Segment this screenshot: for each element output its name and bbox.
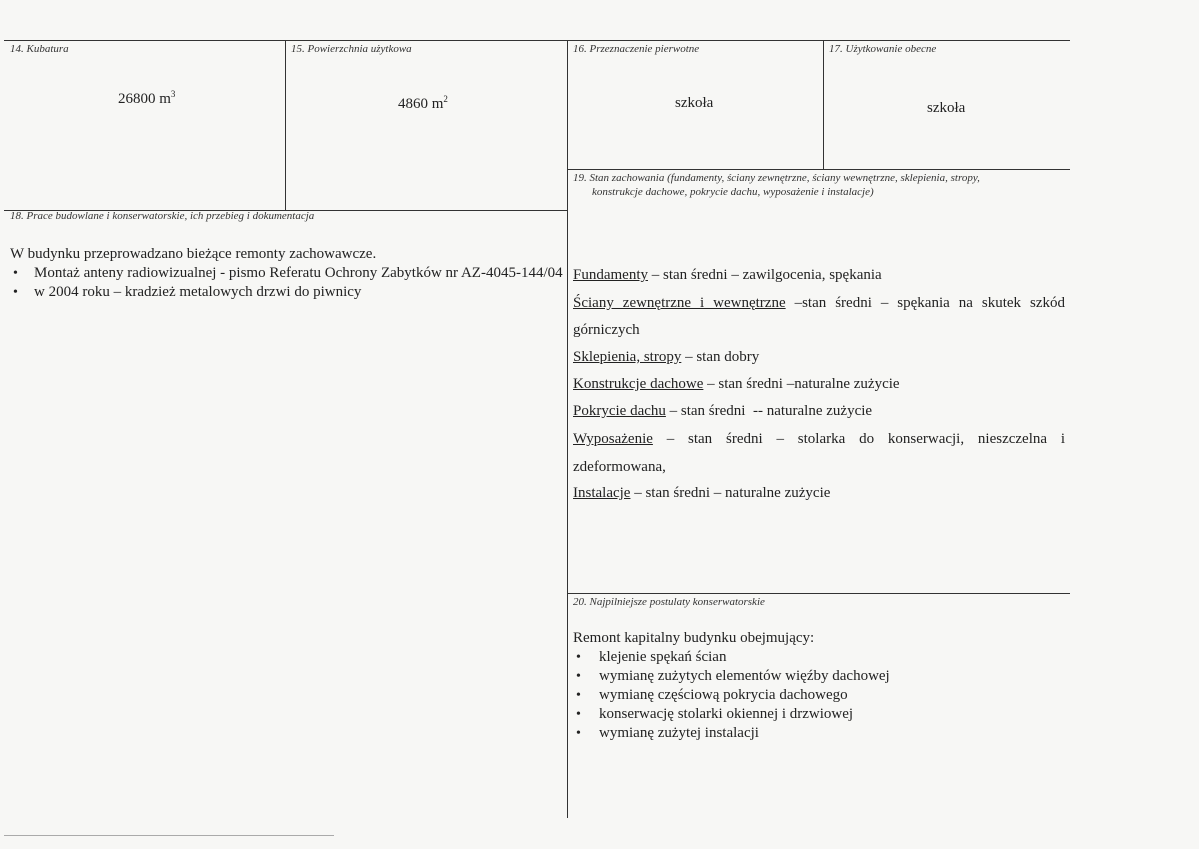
stan-row-description: – stan średni – stolarka do konserwacji, nieszczelna i	[652, 431, 1065, 447]
divider-col-16-17	[823, 40, 824, 169]
prace-label: 18. Prace budowlane i konserwatorskie, ich przebieg i dokumentacja	[10, 210, 315, 222]
powierzchnia-unit-exponent: 2	[443, 94, 448, 104]
kubatura-number: 26800 m	[118, 91, 171, 107]
prace-item: • Montaż anteny radiowizualnej - pismo Referatu Ochrony Zabytków nr AZ-4045-144/04	[10, 264, 564, 283]
kubatura-value	[118, 91, 175, 108]
prace-body	[10, 245, 564, 302]
prace-item: • w 2004 roku – kradzież metalowych drzwi do piwnicy	[10, 283, 564, 302]
uzytkowanie-label: 17. Użytkowanie obecne	[829, 43, 937, 55]
kubatura-unit-exponent: 3	[170, 89, 176, 99]
stan-row-description: – stan średni – naturalne zużycie	[630, 485, 831, 501]
stan-row-element: Ściany zewnętrzne i wewnętrzne	[573, 295, 786, 311]
stan-row	[573, 375, 1065, 393]
stan-row-description: –stan średni – spękania na skutek szkód	[785, 295, 1065, 311]
kubatura-label: 14. Kubatura	[10, 43, 69, 55]
prace-intro: W budynku przeprowadzano bieżące remonty zachowawcze.	[10, 246, 377, 262]
stan-row-element: Konstrukcje dachowe	[573, 376, 704, 392]
stan-label-line2: konstrukcje dachowe, pokrycie dachu, wyposażenie i instalacje)	[592, 186, 874, 198]
postulaty-item: • wymianę częściową pokrycia dachowego	[573, 686, 1063, 705]
postulaty-item: • klejenie spękań ścian	[573, 648, 1063, 667]
stan-row-element: Sklepienia, stropy	[573, 349, 682, 365]
postulaty-item: • konserwację stolarki okiennej i drzwiowej	[573, 705, 1063, 724]
uzytkowanie-value: szkoła	[927, 100, 966, 116]
stan-row	[573, 294, 1065, 312]
divider-main	[567, 40, 568, 818]
stan-row-description: – stan średni -- naturalne zużycie	[665, 403, 873, 419]
przeznaczenie-value: szkoła	[675, 95, 714, 111]
postulaty-item: • wymianę zużytych elementów więźby dachowej	[573, 667, 1063, 686]
prace-list	[10, 264, 564, 302]
stan-row	[573, 484, 1065, 502]
stan-row-description: – stan dobry	[681, 349, 760, 365]
divider-col-14-15	[285, 40, 286, 211]
stan-row-description: górniczych	[573, 322, 640, 338]
powierzchnia-value	[398, 96, 448, 113]
stan-row	[573, 430, 1065, 448]
stan-row-element: Instalacje	[573, 485, 631, 501]
stan-row-description: zdeformowana,	[573, 459, 666, 475]
postulaty-label: 20. Najpilniejsze postulaty konserwatorskie	[573, 596, 765, 608]
postulaty-body	[573, 629, 1063, 743]
stan-row	[573, 402, 1065, 420]
postulaty-intro: Remont kapitalny budynku obejmujący:	[573, 630, 815, 646]
stan-row	[573, 266, 1065, 284]
stan-row-element: Pokrycie dachu	[573, 403, 666, 419]
bottom-rule	[4, 835, 334, 836]
rule-above-19	[567, 169, 1070, 170]
stan-row-element: Wyposażenie	[573, 431, 653, 447]
stan-label-line1: 19. Stan zachowania (fundamenty, ściany zewnętrzne, ściany wewnętrzne, sklepienia, stropy,	[573, 172, 980, 184]
powierzchnia-number: 4860 m	[398, 96, 444, 112]
przeznaczenie-label: 16. Przeznaczenie pierwotne	[573, 43, 700, 55]
stan-row	[573, 348, 1065, 366]
postulaty-item: • wymianę zużytej instalacji	[573, 724, 1063, 743]
stan-row-description: – stan średni – zawilgocenia, spękania	[648, 267, 882, 283]
stan-row	[573, 458, 1065, 476]
top-rule	[4, 40, 1070, 41]
postulaty-list	[573, 648, 1063, 743]
stan-row-element: Fundamenty	[573, 267, 648, 283]
powierzchnia-label: 15. Powierzchnia użytkowa	[291, 43, 412, 55]
stan-row-description: – stan średni –naturalne zużycie	[703, 376, 900, 392]
rule-above-20	[567, 593, 1070, 594]
stan-row	[573, 321, 1065, 339]
